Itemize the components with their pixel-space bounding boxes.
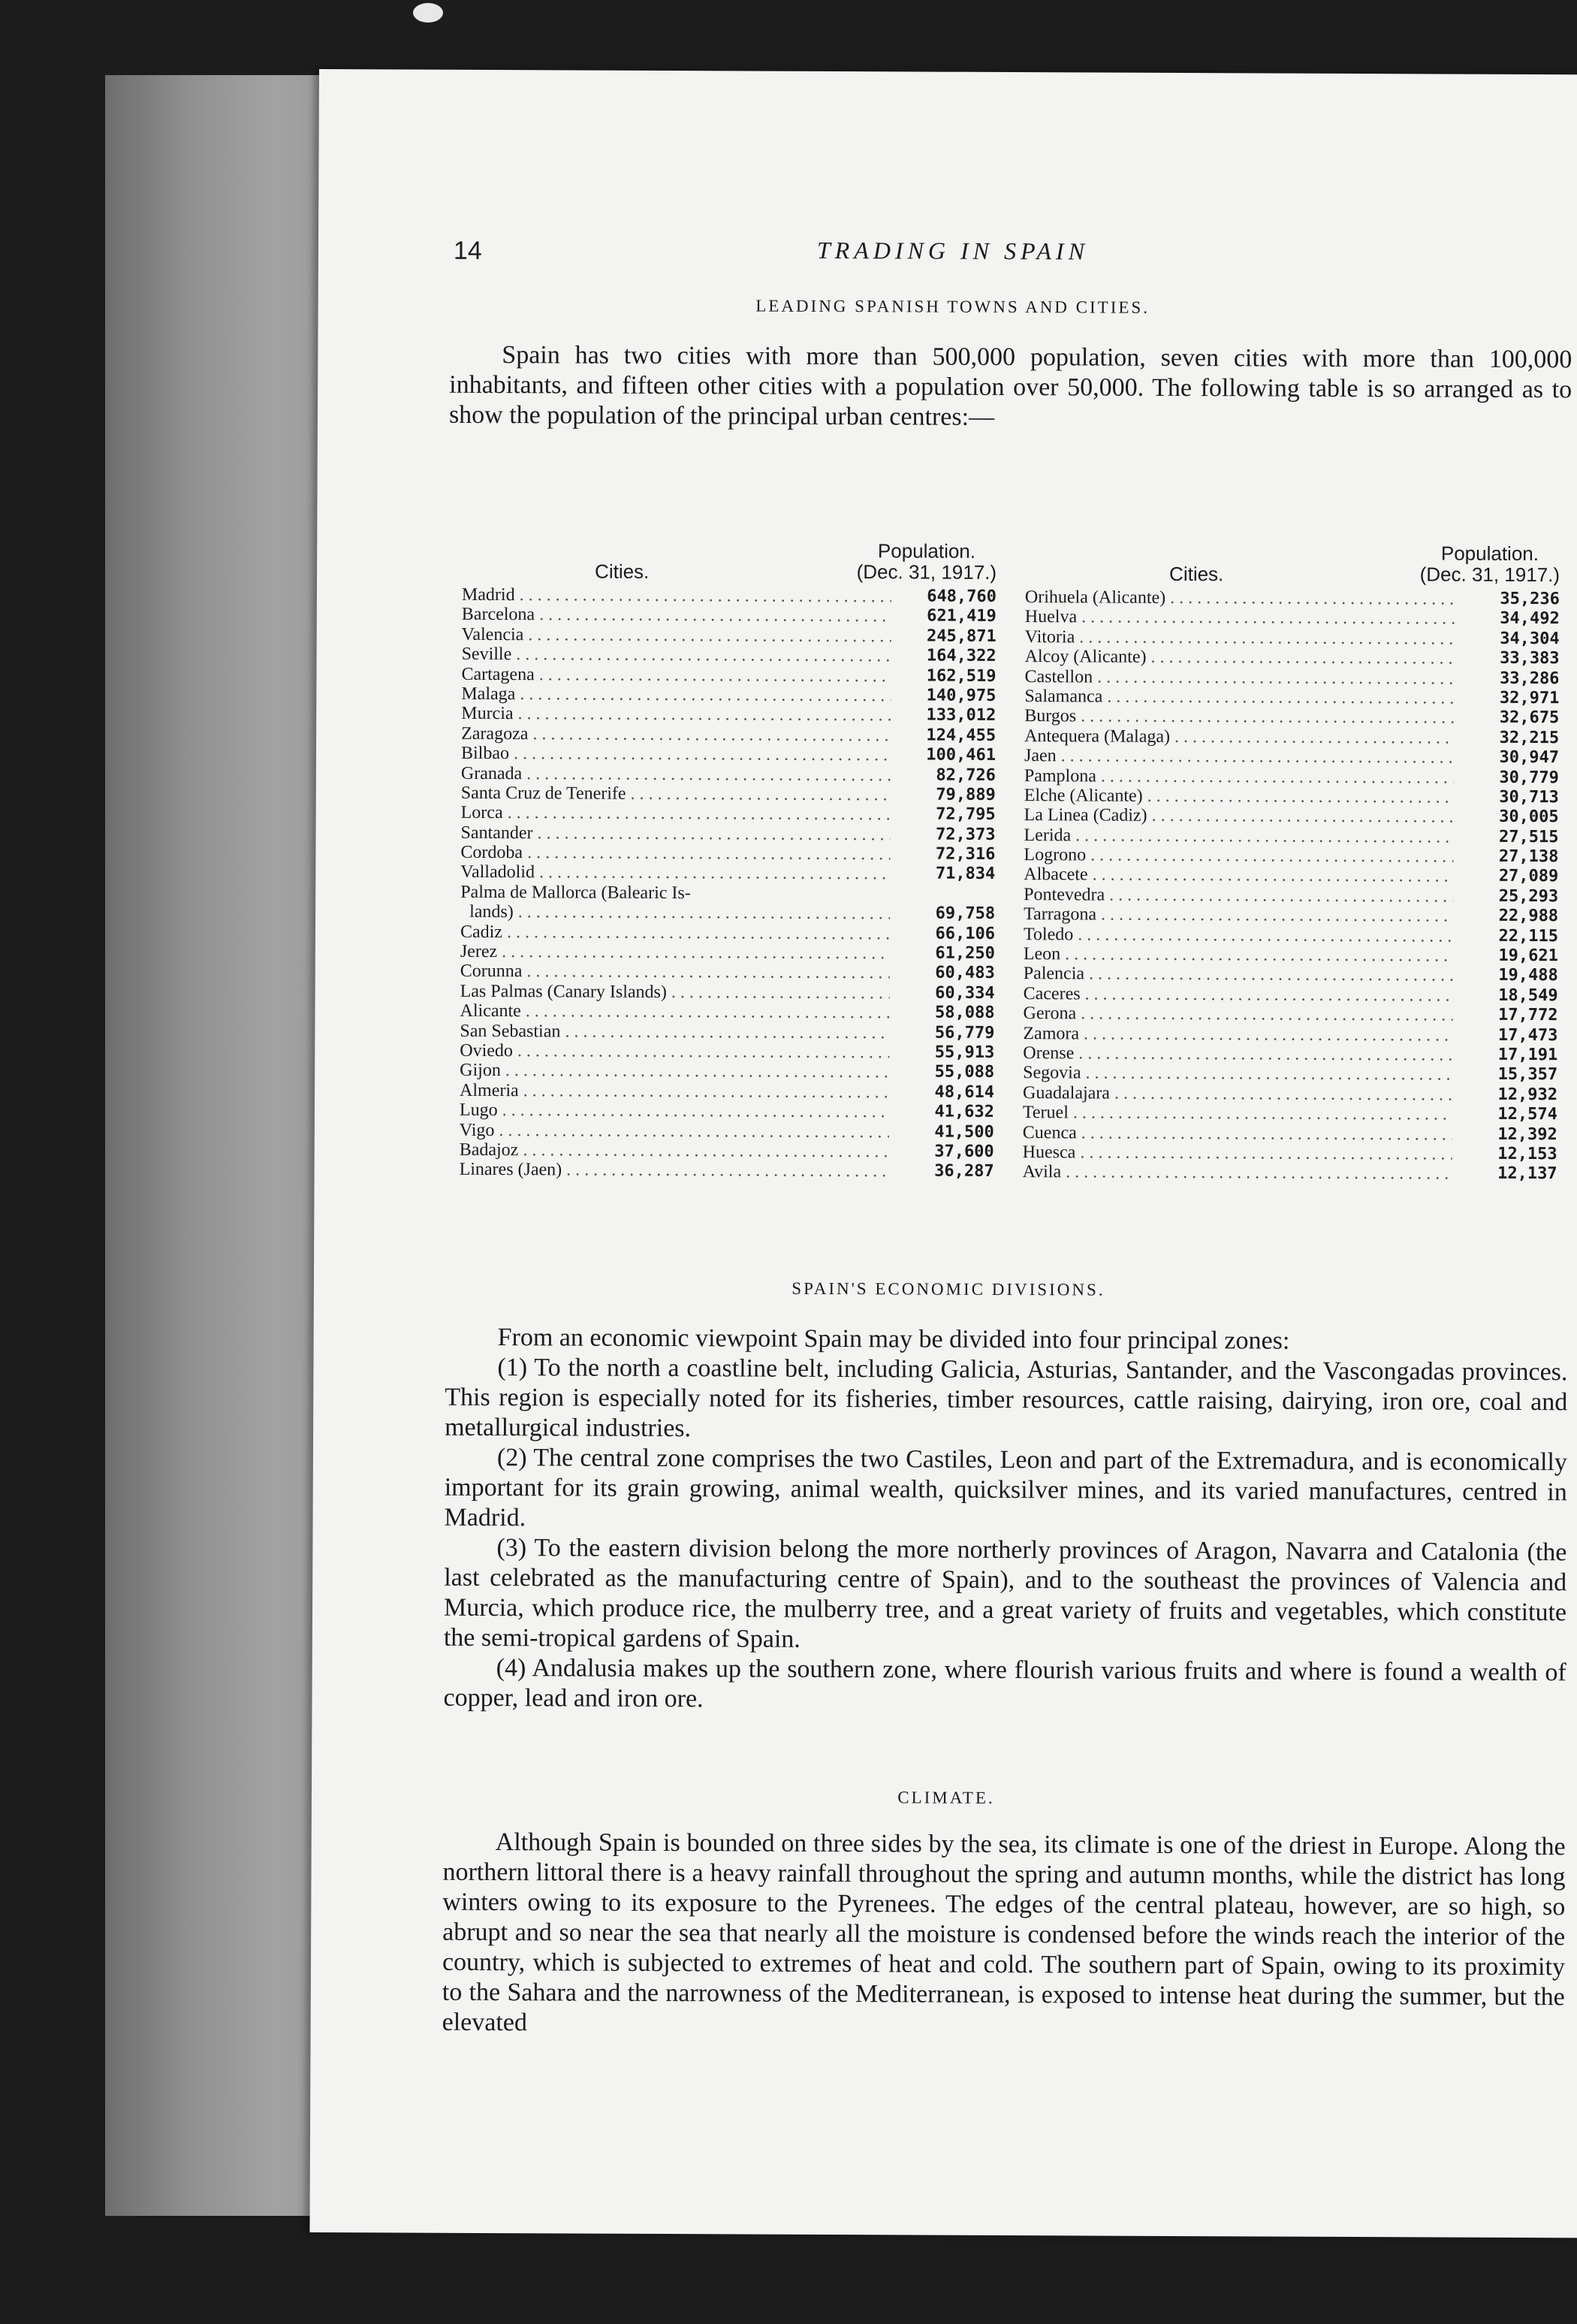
city-name: Huesca . . .	[1023, 1142, 1452, 1164]
towns-intro	[449, 340, 1572, 436]
table-row	[1019, 627, 1560, 650]
table-row	[454, 1061, 994, 1083]
city-name: San Sebastian . . .	[460, 1021, 889, 1043]
economic-paragraph: (3) To the eastern division belong the more northerly provinces of Aragon, Navarra and Catalonia (the last celebrated as the manufacturing centre of Spain), and to the southeast the provinces of Valencia and Murcia, which produce rice, the mulberry tree, and a great variety of fruits and vegetables, which constitute the semi-tropical gardens of Spain.	[443, 1534, 1567, 1653]
table-row	[1018, 706, 1559, 729]
table-row	[1017, 1162, 1557, 1185]
city-name: Barcelona . . .	[462, 605, 891, 626]
table-row	[1017, 1083, 1557, 1106]
city-population: 164,322	[926, 646, 997, 666]
table-row	[1018, 984, 1558, 1007]
table-row	[454, 1140, 994, 1163]
city-name: Segovia . . .	[1023, 1063, 1452, 1085]
running-head: TRADING IN SPAIN	[816, 236, 1090, 265]
city-population: 34,492	[1500, 609, 1560, 629]
city-population: 12,153	[1497, 1144, 1557, 1164]
table-row	[454, 883, 995, 905]
city-population: 124,455	[926, 726, 997, 745]
city-population: 79,889	[936, 785, 996, 804]
city-population: 56,779	[934, 1023, 995, 1043]
city-name: Murcia . . .	[461, 704, 891, 726]
city-name: Malaga . . .	[461, 684, 891, 706]
city-name: Seville . . .	[462, 644, 891, 666]
city-name: Caceres . . .	[1024, 984, 1453, 1006]
table-row	[1017, 1103, 1557, 1125]
table-row	[1018, 726, 1559, 749]
climate-heading: CLIMATE.	[897, 1788, 995, 1807]
city-population: 27,515	[1499, 827, 1559, 847]
economic-paragraph: (1) To the north a coastline belt, including Galicia, Asturias, Santander, and the Vascongadas provinces. This region is especially noted for its fisheries, timber resources, cattle raising, dairying, iron ore, coal and metallurgical industries.	[445, 1354, 1568, 1443]
city-name: Corunna . . .	[460, 961, 890, 983]
city-population: 133,012	[926, 705, 997, 726]
table-row	[455, 783, 996, 806]
city-name: Gerona . . .	[1023, 1004, 1452, 1025]
table-row	[454, 1081, 994, 1103]
city-population: 55,088	[934, 1062, 995, 1082]
city-name: Lugo . . .	[460, 1100, 889, 1122]
city-name: Palma de Mallorca (Balearic Is-	[460, 882, 691, 904]
city-name: Valladolid . . .	[460, 862, 890, 884]
climate-text-block	[442, 1828, 1566, 2043]
city-population: 37,600	[934, 1142, 994, 1161]
table-row	[1018, 746, 1559, 768]
table-row	[1017, 1123, 1557, 1145]
city-population: 33,286	[1499, 669, 1560, 688]
city-population: 60,334	[935, 983, 995, 1003]
table-row	[454, 1100, 994, 1123]
city-name: Cuenca . . .	[1023, 1123, 1452, 1145]
economic-heading: SPAIN'S ECONOMIC DIVISIONS.	[792, 1278, 1105, 1299]
city-population: 36,287	[934, 1161, 994, 1182]
city-population: 17,191	[1497, 1045, 1558, 1065]
city-name: Avila . . .	[1023, 1162, 1452, 1184]
city-name: Gijon . . .	[460, 1061, 889, 1082]
city-population: 162,519	[926, 666, 997, 686]
table-row	[455, 763, 996, 786]
table-row	[455, 684, 996, 707]
city-population: 22,115	[1498, 926, 1559, 946]
table-row	[1018, 667, 1559, 690]
city-population: 71,834	[935, 865, 996, 884]
table-row	[1017, 1024, 1557, 1046]
city-name: Granada . . .	[461, 763, 891, 785]
header-population-date: (Dec. 31, 1917.)	[1419, 563, 1560, 587]
city-population: 30,005	[1499, 807, 1559, 827]
table-row	[454, 1160, 994, 1182]
city-population: 19,488	[1498, 966, 1558, 985]
city-name: Vigo . . .	[460, 1120, 889, 1142]
table-row	[454, 862, 995, 885]
city-name: Tarragona . . .	[1024, 904, 1453, 926]
city-name: Leon . . .	[1024, 944, 1453, 966]
city-population: 17,473	[1497, 1025, 1558, 1045]
economic-divisions-text	[443, 1323, 1567, 1719]
city-name: Zaragoza . . .	[461, 724, 891, 746]
city-population: 25,293	[1498, 886, 1559, 907]
table-row	[455, 704, 996, 726]
city-name: Logrono . . .	[1024, 845, 1453, 867]
table-row	[1018, 944, 1558, 967]
city-population: 55,913	[934, 1043, 995, 1062]
city-name: Teruel . . .	[1023, 1103, 1452, 1124]
table-column-right	[1017, 536, 1560, 1185]
table-row	[1018, 885, 1558, 907]
table-row	[1018, 766, 1559, 789]
city-population: 621,419	[927, 606, 997, 626]
city-name: Zamora . . .	[1023, 1024, 1452, 1046]
table-row	[1017, 1063, 1557, 1085]
towns-intro-text: Spain has two cities with more than 500,000 population, seven cities with more than 100,000 inhabitants, and fifteen other cities with a population over 50,000. The following table is so arranged as to show the population of the principal urban centres:—	[448, 341, 1572, 431]
scan-margin-shadow	[105, 75, 330, 2216]
header-population	[857, 540, 997, 583]
city-name: Badajoz . . .	[460, 1140, 889, 1162]
table-row	[1018, 825, 1559, 848]
table-row	[1018, 786, 1559, 808]
city-name: Bilbao . . .	[461, 744, 891, 765]
table-row	[454, 942, 995, 964]
city-population: 33,383	[1500, 649, 1560, 669]
city-population: 69,758	[935, 904, 996, 924]
city-name: Madrid . . .	[462, 585, 891, 607]
economic-paragraph: (2) The central zone comprises the two Castiles, Leon and part of the Extremadura, and is economically important for its grain growing, animal wealth, quicksilver mines, and its varied manufactures, centred in Madrid.	[444, 1444, 1568, 1532]
city-population: 60,483	[935, 964, 995, 983]
city-population: 41,632	[934, 1102, 995, 1122]
city-name: Huelva . . .	[1025, 607, 1455, 629]
climate-paragraph: Although Spain is bounded on three sides by the sea, its climate is one of the driest in Europe. Along the northern littoral there is a heavy rainfall throughout the spring and autumn months, while the district has long winters owing to its exposure to the Pyrenees. The edges of the central plateau, however, are so high, so abrupt and so near the sea that nearly all the moisture is condensed before the winds reach the interior of the country, which is subjected to extremes of heat and cold. The southern part of Spain, owing to its proximity to the Sahara and the narrowness of the Mediterranean, is exposed to intense heat during the summer, but the elevated	[442, 1828, 1566, 2037]
city-name: Palencia . . .	[1024, 964, 1453, 986]
city-name: Cordoba . . .	[460, 843, 890, 865]
city-population: 12,392	[1497, 1124, 1557, 1144]
table-row	[1018, 964, 1558, 986]
header-population-label: Population.	[1440, 542, 1539, 566]
table-row	[1018, 805, 1559, 828]
city-population: 32,675	[1499, 708, 1560, 728]
table-row	[454, 1021, 994, 1043]
header-cities: Cities.	[595, 560, 650, 583]
city-name: Las Palmas (Canary Islands) . . .	[460, 982, 890, 1004]
city-name: Pamplona . . .	[1024, 766, 1454, 788]
table-row	[1017, 1004, 1557, 1026]
city-name: Pontevedra . . .	[1024, 885, 1453, 907]
table-row	[1017, 1043, 1557, 1066]
header-cities: Cities.	[1169, 562, 1224, 585]
city-population: 66,106	[935, 924, 996, 943]
city-name: Orense . . .	[1023, 1043, 1452, 1065]
table-row	[1019, 587, 1560, 610]
header-population-label: Population.	[877, 539, 976, 563]
towns-heading: LEADING SPANISH TOWNS AND CITIES.	[755, 296, 1150, 317]
table-row	[455, 744, 996, 766]
city-name: Alcoy (Alicante) . . .	[1025, 647, 1455, 669]
table-row	[1019, 647, 1560, 669]
city-population: 27,138	[1498, 847, 1559, 867]
city-population: 48,614	[934, 1082, 995, 1102]
scan-speck	[413, 3, 443, 23]
table-row	[455, 803, 996, 825]
table-row	[454, 1041, 994, 1064]
city-population: 100,461	[926, 745, 997, 765]
city-name: Toledo . . .	[1024, 925, 1453, 946]
city-population: 32,215	[1499, 728, 1560, 747]
table-row	[455, 822, 996, 845]
table-header-left	[456, 534, 997, 587]
city-name: Vitoria . . .	[1025, 627, 1455, 649]
city-population: 648,760	[927, 587, 997, 606]
city-name: Castellon . . .	[1024, 667, 1454, 689]
city-name: Santa Cruz de Tenerife . . .	[461, 783, 891, 805]
city-population: 32,971	[1499, 688, 1560, 708]
table-row	[1018, 687, 1559, 709]
city-name: Salamanca . . .	[1024, 687, 1454, 708]
city-name: Jerez . . .	[460, 942, 890, 964]
city-name: Linares (Jaen) . . .	[460, 1160, 889, 1182]
city-population: 35,236	[1500, 589, 1560, 609]
city-population: 17,772	[1497, 1006, 1558, 1025]
table-row	[454, 961, 995, 984]
table-row	[454, 922, 995, 944]
rows-left	[454, 585, 997, 1182]
table-row	[1018, 845, 1558, 868]
city-population: 12,932	[1497, 1085, 1558, 1104]
rows-right	[1017, 587, 1560, 1185]
city-population: 140,975	[926, 686, 997, 705]
city-name: lands) . . .	[469, 902, 890, 924]
city-population: 12,574	[1497, 1105, 1557, 1124]
city-name: Albacete . . .	[1024, 865, 1453, 887]
table-row	[454, 902, 995, 925]
city-population: 245,871	[926, 626, 997, 646]
table-row	[456, 644, 997, 667]
city-population: 30,779	[1499, 768, 1559, 787]
city-population: 12,137	[1497, 1164, 1557, 1184]
city-population: 19,621	[1498, 946, 1558, 966]
city-population: 30,713	[1499, 787, 1559, 807]
header-population-date: (Dec. 31, 1917.)	[856, 560, 997, 584]
city-name: Orihuela (Alicante) . . .	[1025, 587, 1455, 609]
city-population: 61,250	[935, 943, 995, 963]
table-row	[456, 625, 997, 647]
population-table	[453, 534, 1560, 1252]
table-row	[1018, 925, 1558, 947]
city-name: La Linea (Cadiz) . . .	[1024, 805, 1454, 827]
table-row	[456, 605, 997, 627]
table-row	[1017, 1142, 1557, 1165]
city-population: 22,988	[1498, 907, 1559, 926]
table-column-left	[454, 534, 997, 1182]
city-population: 27,089	[1498, 867, 1559, 886]
table-row	[454, 982, 995, 1004]
city-name: Valencia . . .	[462, 625, 891, 647]
city-population: 41,500	[934, 1122, 994, 1142]
header-population	[1420, 542, 1560, 585]
city-population: 82,726	[936, 765, 996, 785]
document-page	[309, 69, 1577, 2238]
city-name: Oviedo . . .	[460, 1041, 889, 1063]
table-row	[454, 843, 995, 865]
economic-paragraph: (4) Andalusia makes up the southern zone, where flourish various fruits and where is found a wealth of copper, lead and iron ore.	[443, 1654, 1566, 1713]
city-population: 72,316	[935, 844, 996, 865]
city-population: 34,304	[1500, 629, 1560, 648]
city-population: 72,795	[936, 804, 996, 825]
city-name: Santander . . .	[461, 823, 891, 845]
table-row	[456, 585, 997, 608]
table-row	[1019, 607, 1560, 629]
city-population: 72,373	[936, 825, 996, 844]
table-row	[1018, 904, 1558, 927]
city-population: 30,947	[1499, 747, 1560, 768]
city-population: 58,088	[934, 1003, 995, 1023]
table-row	[1018, 865, 1558, 888]
city-name: Lerida . . .	[1024, 825, 1454, 847]
city-name: Lorca . . .	[461, 803, 891, 825]
city-name: Antequera (Malaga) . . .	[1024, 726, 1454, 748]
table-row	[455, 664, 996, 687]
city-population: 18,549	[1498, 985, 1558, 1006]
city-name: Cadiz . . .	[460, 922, 890, 943]
economic-paragraph: From an economic viewpoint Spain may be divided into four principal zones:	[497, 1323, 1290, 1355]
city-name: Almeria . . .	[460, 1081, 889, 1103]
city-name: Burgos . . .	[1024, 706, 1454, 728]
table-row	[455, 724, 996, 747]
city-name: Jaen . . .	[1024, 746, 1454, 768]
city-population: 15,357	[1497, 1065, 1558, 1085]
page-number: 14	[453, 236, 482, 265]
city-name: Guadalajara . . .	[1023, 1083, 1452, 1105]
table-row	[454, 1001, 994, 1024]
city-name: Cartagena . . .	[461, 664, 891, 686]
table-header-right	[1019, 536, 1560, 590]
city-name: Elche (Alicante) . . .	[1024, 786, 1454, 807]
city-name: Alicante . . .	[460, 1001, 889, 1023]
table-row	[454, 1120, 994, 1142]
